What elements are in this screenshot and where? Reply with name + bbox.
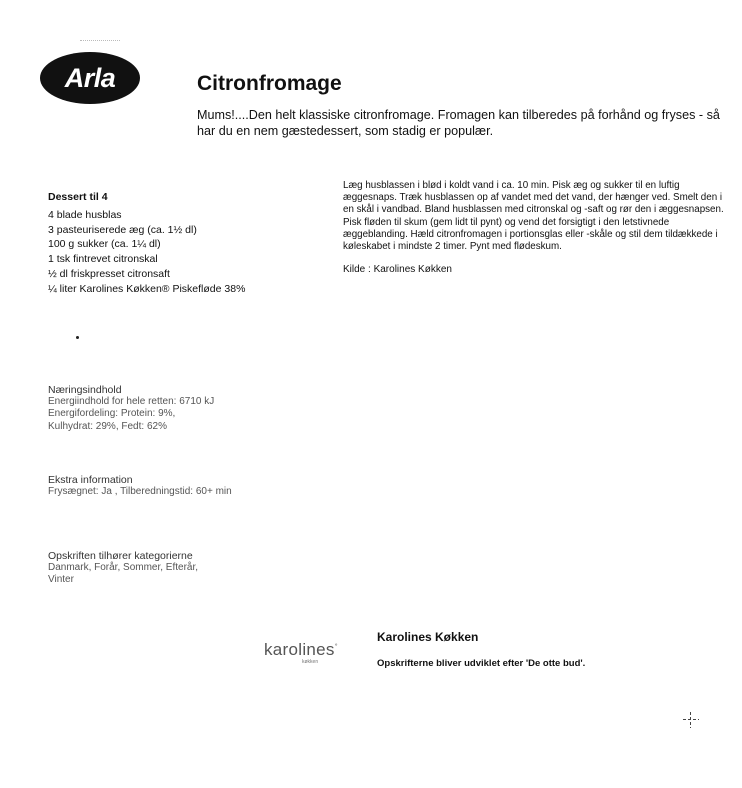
crosshair-mark-icon <box>683 712 699 728</box>
ingredient-item: 1 tsk fintrevet citronskal <box>48 253 158 266</box>
recipe-title: Citronfromage <box>197 72 342 95</box>
ingredient-item: ½ dl friskpresset citronsaft <box>48 267 170 280</box>
ingredient-item: 100 g sukker (ca. 1¼ dl) <box>48 238 161 251</box>
nutrition-heading: Næringsindhold <box>48 384 122 396</box>
servings-heading: Dessert til 4 <box>48 191 108 203</box>
footer-body: Opskrifterne bliver udviklet efter 'De otte bud'. <box>377 658 586 669</box>
stray-dot-decoration <box>76 336 79 339</box>
categories-body: Danmark, Forår, Sommer, Efterår, Vinter <box>48 562 199 586</box>
recipe-method: Læg husblassen i blød i koldt vand i ca. 10 min. Pisk æg og sukker til en luftig æggesnaps. Træk husblassen op af vandet med det vand, der hænger ved. Smelt den i en skål i vandbad. Bland husblassen med citronskal og -saft og rør den i æggesnapsen. Pisk fløden til skum (gem lidt til pynt) og vend det forsigtigt i den letstivnede æggeblanding. Hæld citronfromagen i portionsglas eller -skåle og stil dem tildækkede i køleskabet i mindste 2 timer. Pynt med flødeskum. <box>343 180 724 253</box>
ingredient-list <box>48 208 258 296</box>
recipe-source: Kilde : Karolines Køkken <box>343 264 452 275</box>
nutrition-line: Kulhydrat: 29%, Fedt: 62% <box>48 420 167 432</box>
nutrition-body <box>48 396 248 433</box>
ingredient-item: ¼ liter Karolines Køkken® Piskefløde 38% <box>48 282 246 295</box>
categories-heading: Opskriften tilhører kategorierne <box>48 550 193 562</box>
karolines-logo-sub: køkken <box>302 659 319 665</box>
recipe-intro: Mums!....Den helt klassiske citronfromage. Fromagen kan tilberedes på forhånd og fryses - så har du en nem gæstedessert, som stadig er populær. <box>197 108 720 138</box>
extra-info-body: Frysægnet: Ja , Tilberedningstid: 60+ min <box>48 486 232 497</box>
karolines-logo-text: karolines <box>264 640 335 659</box>
ingredient-item: 4 blade husblas <box>48 209 122 221</box>
nutrition-line: Energifordeling: Protein: 9%, <box>48 408 176 420</box>
extra-info-heading: Ekstra information <box>48 474 133 486</box>
karolines-logo: karolines° <box>264 640 338 659</box>
footer-title: Karolines Køkken <box>377 630 479 644</box>
logo-speck-decoration <box>80 40 120 47</box>
arla-logo-text: Arla <box>64 63 116 93</box>
ingredient-item: 3 pasteuriserede æg (ca. 1½ dl) <box>48 223 197 236</box>
nutrition-line: Energiindhold for hele retten: 6710 kJ <box>48 396 215 407</box>
